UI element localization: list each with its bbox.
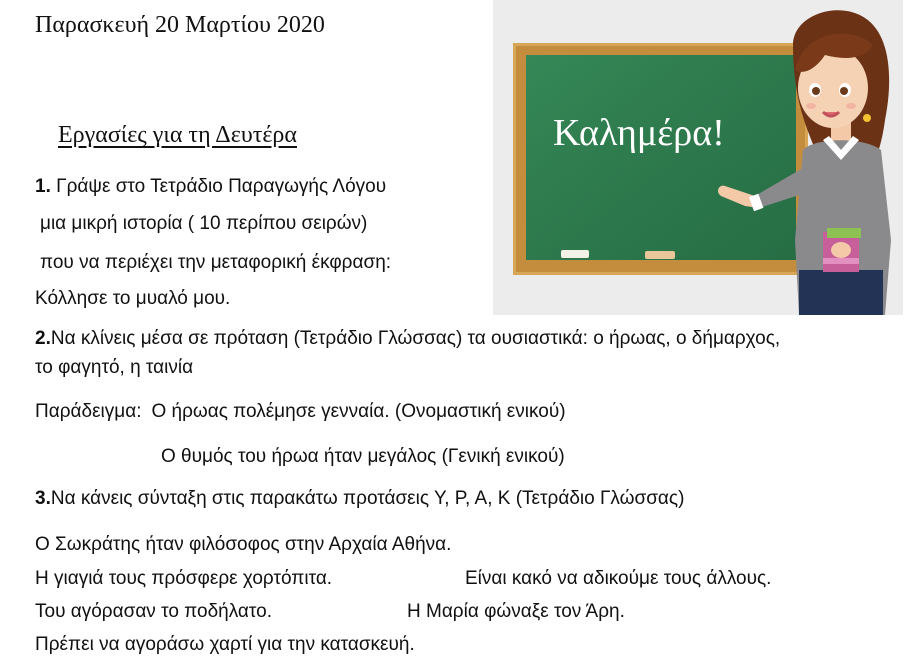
- sentence-2: Η γιαγιά τους πρόσφερε χορτόπιτα.: [35, 568, 333, 589]
- task2-text1: Να κλίνεις μέσα σε πρόταση (Τετράδιο Γλώσσας) τα ουσιαστικά: ο ήρωας, ο δήμαρχος,: [50, 328, 781, 349]
- sentence-1: Ο Σωκράτης ήταν φιλόσοφος στην Αρχαία Αθήνα.: [35, 534, 452, 555]
- chalk-piece: [561, 250, 589, 258]
- assignments-heading: Εργασίες για τη Δευτέρα: [58, 122, 297, 148]
- document-date: Παρασκευή 20 Μαρτίου 2020: [35, 12, 325, 38]
- task2-line1: [35, 328, 780, 350]
- task1-text1: Γράψε στο Τετράδιο Παραγωγής Λόγου: [50, 176, 387, 197]
- task3-number: 3.: [35, 488, 51, 509]
- task1-line3: που να περιέχει την μεταφορική έκφραση:: [40, 252, 392, 273]
- task2-line2: το φαγητό, η ταινία: [35, 357, 194, 378]
- teacher-chalkboard-illustration: [493, 0, 903, 315]
- board-greeting: Καλημέρα!: [553, 112, 725, 154]
- sentence-6: Πρέπει να αγοράσω χαρτί για την κατασκευή.: [35, 634, 415, 655]
- example-label: Παράδειγμα:: [35, 401, 142, 422]
- task2-example-row2: Ο θυμός του ήρωα ήταν μεγάλος (Γενική ενικού): [161, 446, 565, 467]
- task3-text1: Να κάνεις σύνταξη στις παρακάτω προτάσεις Υ, Ρ, Α, Κ (Τετράδιο Γλώσσας): [50, 488, 685, 509]
- task2-number: 2.: [35, 328, 51, 349]
- task3-line1: [35, 488, 684, 510]
- sentence-5: Η Μαρία φώναξε τον Άρη.: [407, 601, 625, 622]
- chalk-piece: [645, 251, 675, 259]
- example1-text: Ο ήρωας πολέμησε γενναία. (Ονομαστική ενικού): [151, 401, 566, 422]
- task1-number: 1.: [35, 176, 51, 197]
- task1-line2: μια μικρή ιστορία ( 10 περίπου σειρών): [40, 213, 368, 234]
- task1-line1: [35, 176, 386, 198]
- task2-example-row1: [35, 401, 566, 423]
- task1-line4: Κόλλησε το μυαλό μου.: [35, 288, 231, 309]
- sentence-3: Είναι κακό να αδικούμε τους άλλους.: [465, 568, 772, 589]
- sentence-4: Του αγόρασαν το ποδήλατο.: [35, 601, 272, 622]
